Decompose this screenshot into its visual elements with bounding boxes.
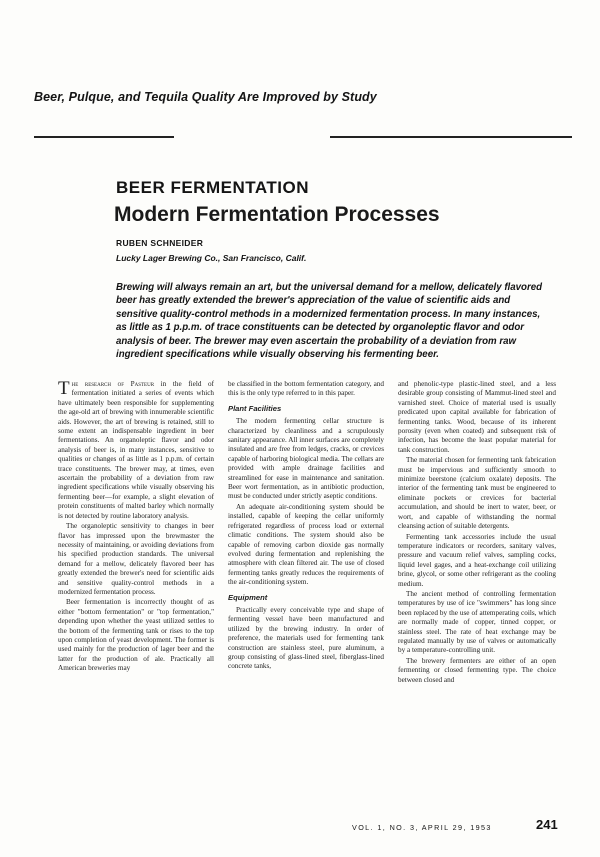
paragraph: and phenolic-type plastic-lined steel, and a less desirable group consisting of Mammut-lined steel and varnished steel. Choice of material used is usually predicated upon capital available for fabrication of fermenting tanks. Wood, because of its inherent porosity (even when coated) and subsequent risk of infection, has become the least popular material for tank construction. — [398, 380, 556, 454]
paragraph: The brewery fermenters are either of an open fermenting or closed fermenting type. The choice between closed and — [398, 656, 556, 684]
subheading-equipment: Equipment — [228, 592, 268, 602]
body-column-3 — [398, 380, 556, 686]
divider-left — [34, 136, 174, 138]
paragraph: Fermenting tank accessories include the usual temperature indicators or recorders, sanitary valves, pressure and vacuum relief valves, sampling cocks, liquid level gages, and a heat-exchange coil utilizing brine, glycol, or some other refrigerant as the cooling medium. — [398, 532, 556, 588]
paragraph: The modern fermenting cellar structure is characterized by cleanliness and a scrupulously sanitary appearance. All inner surfaces are completely insulated and are free from ledges, cracks, or crevices capable of harboring biological media. The cellars are provided with ample drainage facilities and streamlined for ease in maintenance and sanitation. Beer wort fermentation, as in antibiotic production, must be conducted under strictly aseptic conditions. — [228, 417, 384, 501]
body-column-2 — [228, 380, 384, 673]
paragraph: The organoleptic sensitivity to changes in beer flavor has impressed upon the brewmaster the necessity of maintaining, or avoiding deviations from his specified production standards. The universal demand for a mellow, delicately flavored beer has greatly extended the brewer's need for scientific aids and sensitive quality-control methods in a modernized fermentation process. — [58, 522, 214, 596]
paragraph: The material chosen for fermenting tank fabrication must be impervious and sufficiently smooth to minimize beerstone (calcium oxalate) deposits. The interior of the fermenting tank must be engineered to eliminate pockets or crevices for bacterial accumulation, and should be inert to water, beer, or wort, and capable of withstanding the normal cleansing action of suitable detergents. — [398, 456, 556, 531]
running-title: Beer, Pulque, and Tequila Quality Are Improved by Study — [34, 90, 377, 104]
volume-info: VOL. 1, NO. 3, APRIL 29, 1953 — [352, 823, 492, 832]
paragraph: An adequate air-conditioning system should be installed, capable of keeping the cellar uniformly refrigerated regardless of process load or external climatic conditions. The system should also be capable of removing carbon dioxide gas normally evolved during fermentation and replenishing the atmosphere with clean filtered air. The use of closed fermenting tanks greatly reduces the requirements of the air-conditioning system. — [228, 502, 384, 587]
paragraph: Practically every conceivable type and shape of fermenting vessel have been manufactured and utilized by the brewing industry. In order of preference, the materials used for fermenting tank construction are stainless steel, pure aluminum, a group consisting of glass-lined steel, fiberglass-lined concrete tanks, — [228, 605, 384, 671]
abstract: Brewing will always remain an art, but the universal demand for a mellow, delicately flavored beer has greatly extended the brewer's appreciation of the value of scientific aids and sensitive quality-control methods in a modernized fermentation process. In many instances, as little as 1 p.p.m. of trace constituents can be detected by organoleptic flavor and odor analysis of beer. The brewer may even ascertain the probability of a deviation from raw ingredient specifications while visually observing his fermenting beer. — [116, 282, 543, 361]
lead-in: he research of Pasteur — [71, 380, 155, 388]
drop-cap: T — [58, 378, 70, 399]
subheading-plant-facilities: Plant Facilities — [228, 403, 282, 413]
paragraph — [58, 380, 214, 521]
paragraph: be classified in the bottom fermentation category, and this is the only type referred to in this paper. — [228, 380, 384, 398]
paragraph-text: in the field of fermentation initiated a series of events which have ultimately been responsible for supplementing the age-old art of brewing with innumerable scientific aids. However, the art of brewing is retained, still to some extent an indispensable ingredient in beer fermentations. An organoleptic flavor and odor analysis of beer is, in many instances, sensitive to qualities or changes of as little as 1 p.p.m. of certain trace constituents. The brewer may, at times, even ascertain the probability of a deviation from raw ingredient specifications while visually observing his fermenting beer—for example, a slight elevation of protein constituents of malted barley which normally is not detected by routine laboratory analysis. — [58, 380, 215, 520]
divider-right — [330, 136, 572, 138]
paragraph: Beer fermentation is incorrectly thought of as either "bottom fermentation" or "top fermentation," depending upon whether the yeast utilized settles to the bottom of the fermenting tank or rises to the top upon completion of yeast development. The former is used mainly for the production of lager beer and the latter for the production of ale. Practically all American breweries may — [58, 598, 214, 673]
author-affiliation: Lucky Lager Brewing Co., San Francisco, Calif. — [116, 253, 307, 263]
author-name: RUBEN SCHNEIDER — [116, 238, 204, 248]
paragraph: The ancient method of controlling fermentation temperatures by use of ice "swimmers" has long since been replaced by the use of attemperating coils, which are normally made of copper, tinned copper, or stainless steel. The rate of heat exchange may be regulated manually by use of valves or automatically by a temperature-controlling unit. — [398, 589, 556, 655]
body-column-1 — [58, 380, 214, 675]
article-title: Modern Fermentation Processes — [114, 203, 440, 226]
page-number: 241 — [536, 817, 558, 832]
section-title: BEER FERMENTATION — [116, 178, 309, 197]
